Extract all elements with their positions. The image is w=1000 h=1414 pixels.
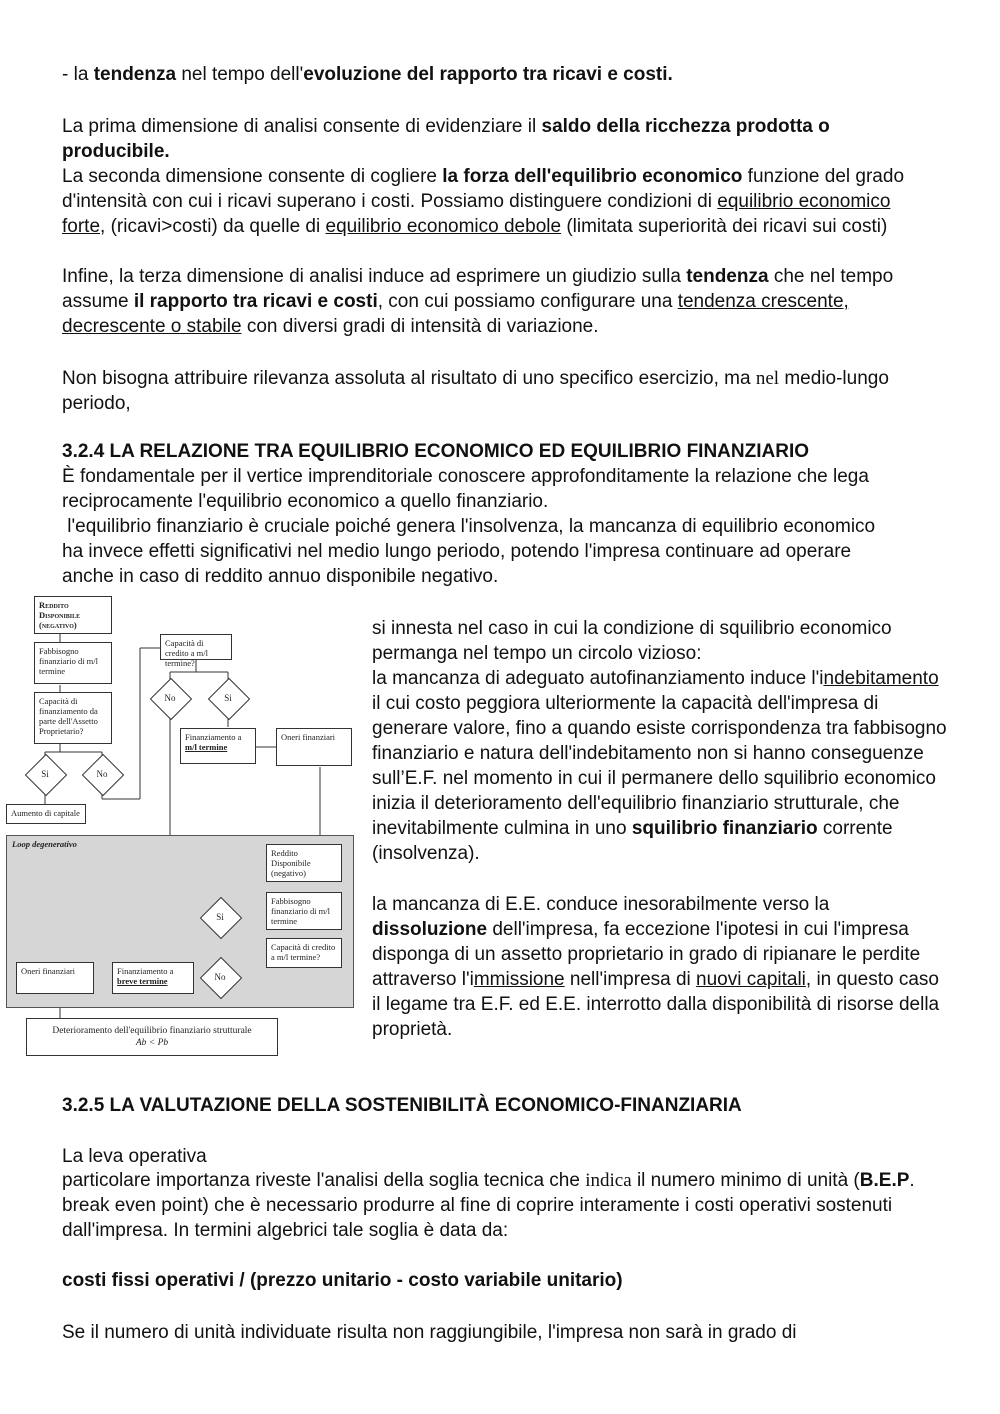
decision-no-1-label: No (96, 769, 108, 779)
paragraph-prima-dimensione: La prima dimensione di analisi consente di evidenziare il saldo della ricchezza prodotta o producibile. (62, 116, 830, 162)
box-capacita-credito-1: Capacità di credito a m/l termine? (160, 634, 232, 660)
loop-diagram (0, 592, 360, 1062)
paragraph-fondamentale: È fondamentale per il vertice imprenditoriale conoscere approfonditamente la relazione che lega reciprocamente l'equilibrio economico a quello finanziario. (62, 466, 869, 512)
paragraph-tendenza: - la tendenza nel tempo dell'evoluzione del rapporto tra ricavi e costi. (62, 64, 673, 85)
paragraph-soglia-tecnica: particolare importanza riveste l'analisi della soglia tecnica che indica il numero minimo di unità (B.E.P. break even point) che è necessario produrre al fine di coprire interamente i costi operativi sostenuti dall'impresa. In termini algebrici tale soglia è data da: (62, 1170, 915, 1241)
box-aumento-capitale: Aumento di capitale (6, 804, 86, 824)
paragraph-unita-non-raggiungibile: Se il numero di unità individuate risulta non raggiungibile, l'impresa non sarà in grado di (62, 1322, 797, 1343)
decision-si-3-label: Si (216, 912, 224, 922)
decision-no-3-label: No (214, 972, 226, 982)
loop-degenerativo-title: Loop degenerativo (12, 839, 77, 849)
box-finanziamento-bt (112, 962, 194, 994)
paragraph-terza-dimensione: Infine, la terza dimensione di analisi induce ad esprimere un giudizio sulla tendenza che nel tempo assume il rapporto tra ricavi e costi, con cui possiamo configurare una tendenza crescente, decrescente o stabile con diversi gradi di intensità di variazione. (62, 266, 894, 337)
box-finanziamento-mlt (180, 728, 256, 764)
decision-no-2-label: No (164, 693, 176, 703)
side-paragraph-indebitamento: la mancanza di adeguato autofinanziamento induce l'indebitamento il cui costo peggiora ulteriormente la capacità dell'impresa di generare valore, fino a quando esiste corrispondenza tra fabbisogno finanziario e natura dell'indebitamento non si hanno conseguenze sull’E.F. nel momento in cui il permanere dello squilibrio economico inizia il deterioramento dell'equilibrio finanziario strutturale, che inevitabilmente culmina in uno squilibrio finanziario corrente (insolvenza). (372, 668, 947, 864)
box-deterioramento (26, 1018, 278, 1056)
paragraph-rilevanza: Non bisogna attribuire rilevanza assoluta al risultato di uno specifico esercizio, ma nel medio-lungo periodo, (62, 368, 889, 414)
paragraph-seconda-dimensione: La seconda dimensione consente di cogliere la forza dell'equilibrio economico funzione del grado d'intensità con cui i ricavi superano i costi. Possiamo distinguere condizioni di equilibrio economico forte, (ricavi>costi) da quelle di equilibrio economico debole (limitata superiorità dei ricavi sui costi) (62, 166, 905, 237)
side-paragraph-circolo: si innesta nel caso in cui la condizione di squilibrio economico permanga nel tempo un circolo vizioso: (372, 618, 892, 664)
finanz-bt-line-2: breve termine (117, 976, 168, 986)
finanz-mlt-line-1: Finanziamento a (185, 732, 242, 742)
box-oneri-finanziari-2: Oneri finanziari (16, 962, 94, 994)
box-capacita-finanziamento: Capacità di finanziamento da parte dell'Assetto Proprietario? (34, 692, 112, 744)
reddito-line-2: Disponibile (39, 610, 81, 620)
decision-si-1-label: Si (41, 769, 49, 779)
box-reddito-disponibile (34, 596, 112, 634)
decision-si-2-label: Si (224, 693, 232, 703)
section-heading-3-2-4: 3.2.4 LA RELAZIONE TRA EQUILIBRIO ECONOMICO ED EQUILIBRIO FINANZIARIO (62, 441, 810, 462)
box-fabbisogno-finanziario: Fabbisogno finanziario di m/l termine (34, 642, 112, 684)
side-paragraph-dissoluzione: la mancanza di E.E. conduce inesorabilmente verso la dissoluzione dell'impresa, fa eccezione l'ipotesi in cui l'impresa disponga di un assetto proprietario in grado di ripianare le perdite attraverso l'immissione nell'impresa di nuovi capitali, in questo caso il legame tra E.F. ed E.E. interrotto dalla disponibilità di risorse della proprietà. (372, 894, 940, 1040)
deterioramento-formula: Ab < Pb (135, 1038, 169, 1048)
box-capacita-credito-2: Capacità di credito a m/l termine? (266, 938, 342, 968)
deterioramento-text: Deterioramento dell'equilibrio finanziario strutturale (52, 1026, 252, 1036)
finanz-bt-line-1: Finanziamento a (117, 966, 174, 976)
box-oneri-finanziari-1: Oneri finanziari (276, 728, 352, 766)
box-fabbisogno-finanziario-2: Fabbisogno finanziario di m/l termine (266, 892, 342, 930)
section-heading-3-2-5: 3.2.5 LA VALUTAZIONE DELLA SOSTENIBILITÀ ECONOMICO-FINANZIARIA (62, 1095, 742, 1116)
paragraph-equilibrio-finanziario: l'equilibrio finanziario è cruciale poiché genera l'insolvenza, la mancanza di equilibrio economico ha invece effetti significativi nel medio lungo periodo, potendo l'impresa continuare ad operare anche in caso di reddito annuo disponibile negativo. (62, 516, 881, 587)
leva-operativa-title: La leva operativa (62, 1146, 207, 1167)
box-reddito-disponibile-2: Reddito Disponibile (negativo) (266, 844, 342, 882)
reddito-line-1: Reddito (39, 600, 69, 610)
finanz-mlt-line-2: m/l termine (185, 742, 228, 752)
reddito-line-3: (negativo) (39, 620, 77, 630)
bep-formula: costi fissi operativi / (prezzo unitario - costo variabile unitario) (62, 1270, 623, 1291)
